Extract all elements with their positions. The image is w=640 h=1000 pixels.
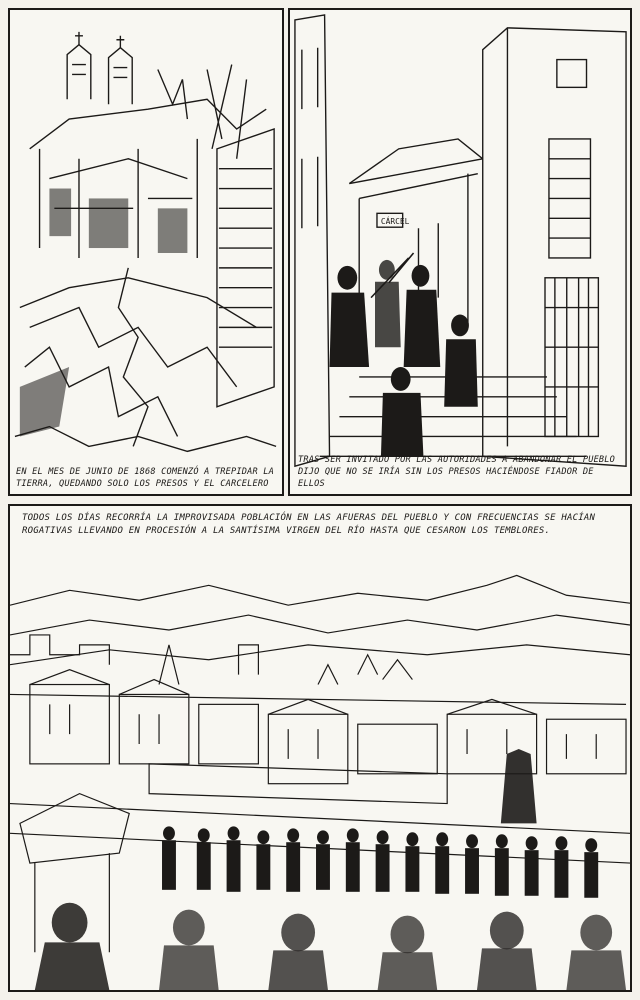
panel-jail-street bbox=[288, 8, 632, 496]
panel-caption: TRAS SER INVITADO POR LAS AUTORIDADES A ABANDONAR EL PUEBLO DIJO QUE NO SE IRÍA SIN LOS PRESOS HACIÉNDOSE FIADOR DE ELLOS bbox=[298, 455, 616, 489]
panel-earthquake bbox=[8, 8, 284, 496]
procession-figures bbox=[162, 826, 598, 897]
panel-caption: EN EL MES DE JUNIO DE 1868 COMENZÓ A TREPIDAR LA TIERRA, QUEDANDO SOLO LOS PRESOS Y EL CARCELERO bbox=[16, 467, 274, 489]
panel-procession bbox=[8, 504, 632, 992]
jail-sign: CÁRCEL bbox=[380, 217, 410, 227]
earthquake-illustration bbox=[10, 10, 282, 494]
panel-caption: TODOS LOS DÍAS RECORRÍA LA IMPROVISADA POBLACIÓN EN LAS AFUERAS DEL PUEBLO Y CON FRECUENCIAS SE HACÍAN ROGATIVAS LLEVANDO EN PROCESIÓN A LA SANTÍSIMA VIRGEN DEL RÍO HASTA QUE CESARON LOS TEMBLORES. bbox=[22, 513, 596, 536]
jail-street-illustration bbox=[290, 10, 630, 494]
procession-illustration bbox=[10, 506, 630, 990]
